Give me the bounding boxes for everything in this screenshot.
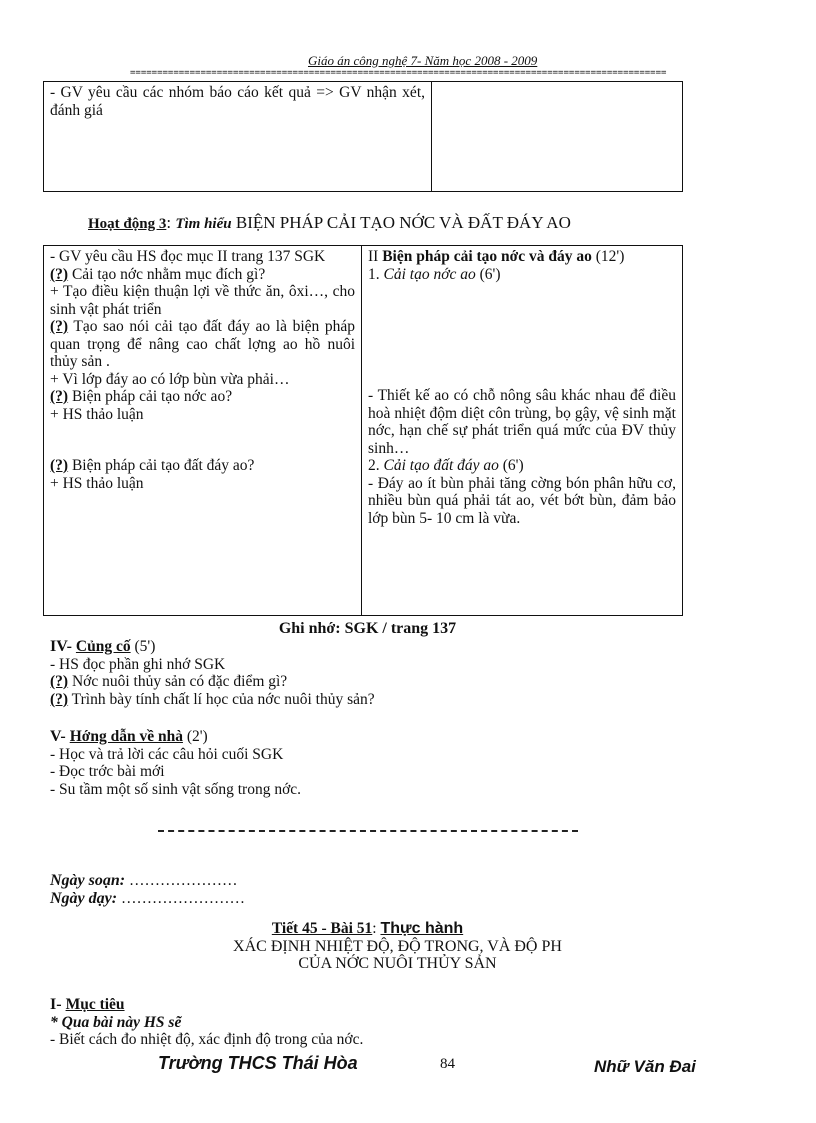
section-i-line-1: - Biết cách đo nhiệt độ, xác định độ trong của nớc.	[50, 1031, 364, 1048]
answer-3: + HS thảo luận	[50, 405, 144, 423]
lesson-title-line-2: CỦA NỚC NUÔI THỦY SẢN	[298, 955, 497, 972]
section-v-line-1: - Học và trả lời các câu hỏi cuối SGK	[50, 745, 284, 763]
question-2: (?) Tạo sao nói cải tạo đất đáy ao là biện pháp quan trọng để nâng cao chất lợng ao hồ nuôi thủy sản .	[50, 318, 355, 370]
table1-left-cell: - GV yêu cầu các nhóm báo cáo kết quả => GV nhận xét, đánh giá	[44, 82, 432, 192]
subsection2-body: - Đáy ao ít bùn phải tăng cờng bón phân hữu cơ, nhiều bùn quá phải tát ao, vét bớt bùn, đảm bảo lớp bùn 5- 10 cm là vừa.	[368, 474, 676, 527]
section2-heading: II Biện pháp cải tạo nớc và đáy ao (12')	[368, 248, 625, 265]
activity3-table	[43, 245, 683, 616]
section-iv	[50, 638, 375, 708]
lesson-title-line-1: XÁC ĐỊNH NHIỆT ĐỘ, ĐỘ TRONG, VÀ ĐỘ PH	[233, 937, 562, 955]
question-4: (?) Biện pháp cải tạo đất đáy ao?	[50, 457, 255, 474]
activity-table-top	[43, 81, 683, 192]
section-iv-line-3: (?) Trình bày tính chất lí học của nớc nuôi thủy sản?	[50, 690, 375, 708]
section-divider	[158, 830, 578, 832]
section-v-heading: V- Hớng dẫn về nhà (2')	[50, 728, 208, 745]
answer-2: + Vì lớp đáy ao có lớp bùn vừa phải…	[50, 370, 290, 388]
memo-heading: Ghi nhớ: SGK / trang 137	[278, 620, 457, 637]
activity3-colon: :	[166, 213, 176, 232]
date-taught: Ngày dạy: ……………………	[50, 889, 245, 907]
section-v	[50, 728, 301, 798]
section-v-line-3: - Su tầm một số sinh vật sống trong nớc.	[50, 780, 302, 798]
section-iv-line-1: - HS đọc phần ghi nhớ SGK	[50, 655, 226, 673]
footer-school: Trường THCS Thái Hòa	[158, 1053, 358, 1073]
subsection1-body: - Thiết kế ao có chỗ nông sâu khác nhau để điều hoà nhiệt độm diệt côn trùng, bọ gậy, vệ sinh mặt nớc, hạn chế sự phát triển quá mức của ĐV thủy sinh…	[368, 387, 676, 457]
footer-author: Nhữ Văn Đai	[594, 1057, 696, 1076]
section-v-line-2: - Đọc trớc bài mới	[50, 763, 165, 780]
activity3-label: Hoạt động 3	[88, 216, 167, 232]
footer-page-number: 84	[440, 1056, 455, 1072]
activity3-tim-hieu: Tìm hiểu	[175, 216, 232, 232]
table2-right-cell	[362, 246, 683, 616]
header-rule: ===================================================================================================	[130, 68, 667, 78]
section-i-sub: * Qua bài này HS sẽ	[50, 1013, 182, 1031]
question-mark-1: (?)	[50, 265, 69, 283]
teacher-instruction: - GV yêu cầu HS đọc mục II trang 137 SGK	[50, 248, 326, 265]
lesson-number: Tiết 45 - Bài 51: Thực hành	[271, 920, 464, 937]
table2-left-cell	[44, 246, 362, 616]
question-1: (?) Cải tạo nớc nhằm mục đích gì?	[50, 265, 266, 283]
activity3-heading	[88, 214, 571, 234]
answer-4: + HS thảo luận	[50, 474, 144, 492]
answer-1: + Tạo điều kiện thuận lợi về thức ăn, ôxi…, cho sinh vật phát triển	[50, 283, 355, 318]
subsection1-heading: 1. Cải tạo nớc ao (6')	[368, 265, 501, 283]
activity3-title: BIỆN PHÁP CẢI TẠO NỚC VÀ ĐẤT ĐÁY AO	[231, 213, 571, 232]
date-prepared: Ngày soạn: …………………	[50, 872, 238, 889]
lesson-title-block	[0, 920, 735, 973]
question-mark-2: (?)	[50, 318, 69, 335]
page-header-title: Giáo án công nghệ 7- Năm học 2008 - 2009	[308, 53, 538, 68]
question-mark-3: (?)	[50, 388, 69, 405]
section-i	[50, 996, 363, 1049]
section-iv-heading: IV- Củng cố (5')	[50, 638, 156, 655]
subsection2-heading: 2. Cải tạo đất đáy ao (6')	[368, 457, 524, 474]
dates-block	[50, 872, 245, 907]
table1-right-cell	[432, 82, 683, 192]
question-3: (?) Biện pháp cải tạo nớc ao?	[50, 388, 233, 405]
section-i-heading: I- Mục tiêu	[50, 996, 125, 1013]
section-iv-line-2: (?) Nớc nuôi thủy sản có đặc điểm gì?	[50, 673, 288, 690]
question-mark-4: (?)	[50, 457, 69, 474]
